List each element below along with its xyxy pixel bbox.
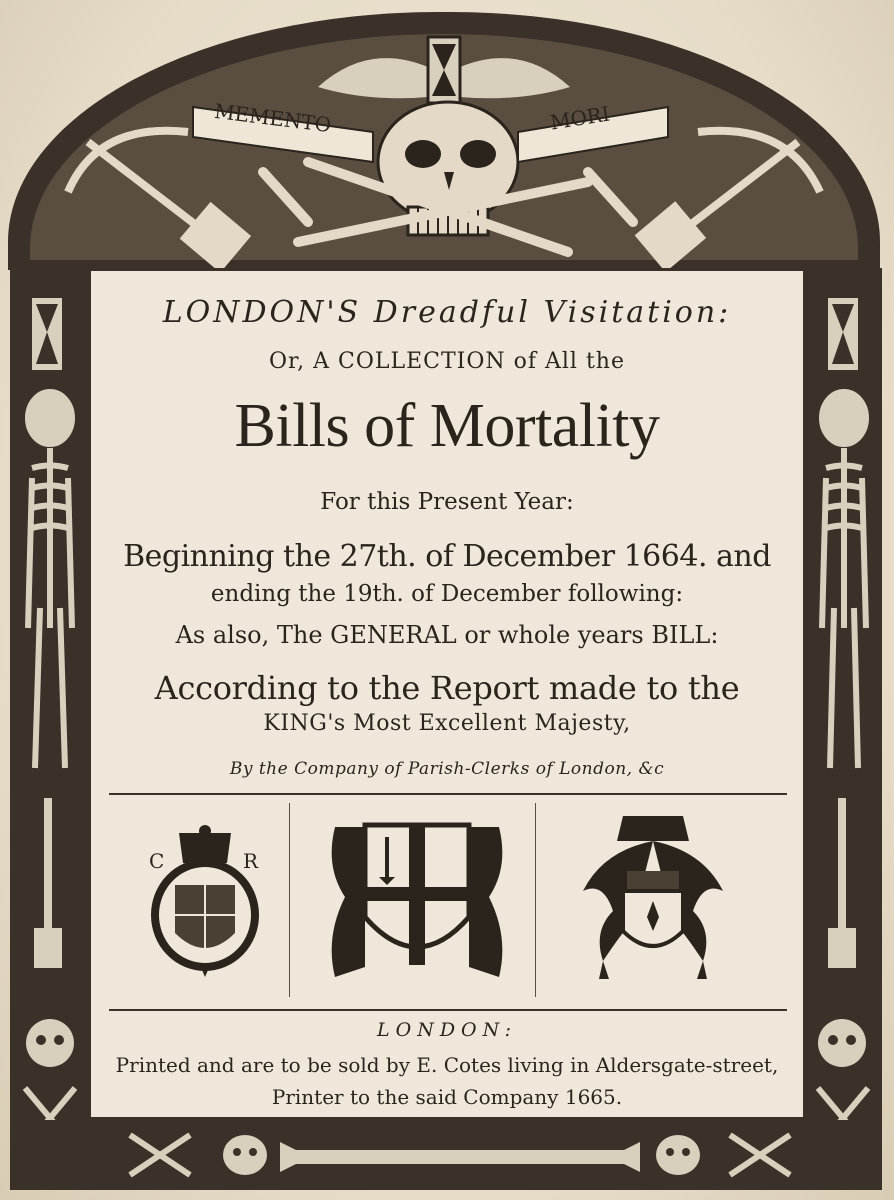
- title-line-1: LONDON'S Dreadful Visitation:: [162, 295, 732, 330]
- main-title: Bills of Mortality: [234, 392, 660, 460]
- royal-arms-crest-icon: [149, 823, 261, 983]
- right-border-ornaments: [806, 268, 882, 1186]
- skull-icon-small: [26, 1019, 74, 1067]
- divider-vertical-right: [535, 803, 536, 997]
- title-line-5: Beginning the 27th. of December 1664. and: [123, 539, 771, 574]
- title-page-panel: [88, 268, 806, 1120]
- title-line-7: As also, The GENERAL or whole years BILL:: [175, 621, 719, 649]
- bottom-border-ornaments: [10, 1120, 882, 1190]
- skeleton-icon: [822, 392, 866, 768]
- skeleton-icon: [28, 392, 72, 768]
- woodcut-left-border: [10, 268, 88, 1186]
- winged-hourglass-icon: [318, 37, 570, 103]
- memento-banner-text: MEMENTO: [212, 98, 333, 138]
- divider-vertical-left: [289, 803, 290, 997]
- left-border-ornaments: [10, 268, 88, 1186]
- title-line-8: According to the Report made to the: [154, 669, 740, 707]
- title-line-2: Or, A COLLECTION of All the: [269, 349, 625, 374]
- skull-icon-small: [223, 1135, 267, 1175]
- hourglass-icon: [828, 298, 858, 370]
- title-line-4: For this Present Year:: [320, 489, 574, 515]
- spade-icon: [34, 798, 62, 968]
- pick-and-spade-icon-left: [68, 131, 245, 267]
- crest-letter-r: R: [243, 849, 259, 873]
- pick-and-spade-icon-right: [640, 131, 820, 267]
- divider-top: [109, 793, 787, 795]
- bundled-arrows-icon: [280, 1142, 640, 1172]
- skull-icon-small: [656, 1135, 700, 1175]
- spade-icon: [828, 798, 856, 968]
- woodcut-bottom-border: [10, 1120, 882, 1190]
- divider-bottom: [109, 1009, 787, 1011]
- skull-icon-small: [818, 1019, 866, 1067]
- imprint-place: LONDON:: [377, 1019, 517, 1041]
- crest-letter-c: C: [149, 849, 165, 873]
- title-line-9: KING's Most Excellent Majesty,: [263, 711, 631, 736]
- title-line-6: ending the 19th. of December following:: [210, 581, 684, 607]
- imprint-line-1: Printed and are to be sold by E. Cotes living in Aldersgate-street,: [115, 1053, 779, 1077]
- arch-ornament-svg: [8, 12, 880, 270]
- woodcut-right-border: [806, 268, 882, 1186]
- imprint-line-2: Printer to the said Company 1665.: [271, 1085, 623, 1109]
- hourglass-icon: [32, 298, 62, 370]
- parish-clerks-arms-icon: [573, 811, 733, 983]
- title-line-10: By the Company of Parish-Clerks of London, &c: [229, 759, 665, 779]
- city-of-london-arms-icon: [325, 807, 509, 983]
- crossbones-icon: [130, 1135, 190, 1175]
- mori-banner-text: MORI: [548, 101, 612, 135]
- crossbones-icon: [730, 1135, 790, 1175]
